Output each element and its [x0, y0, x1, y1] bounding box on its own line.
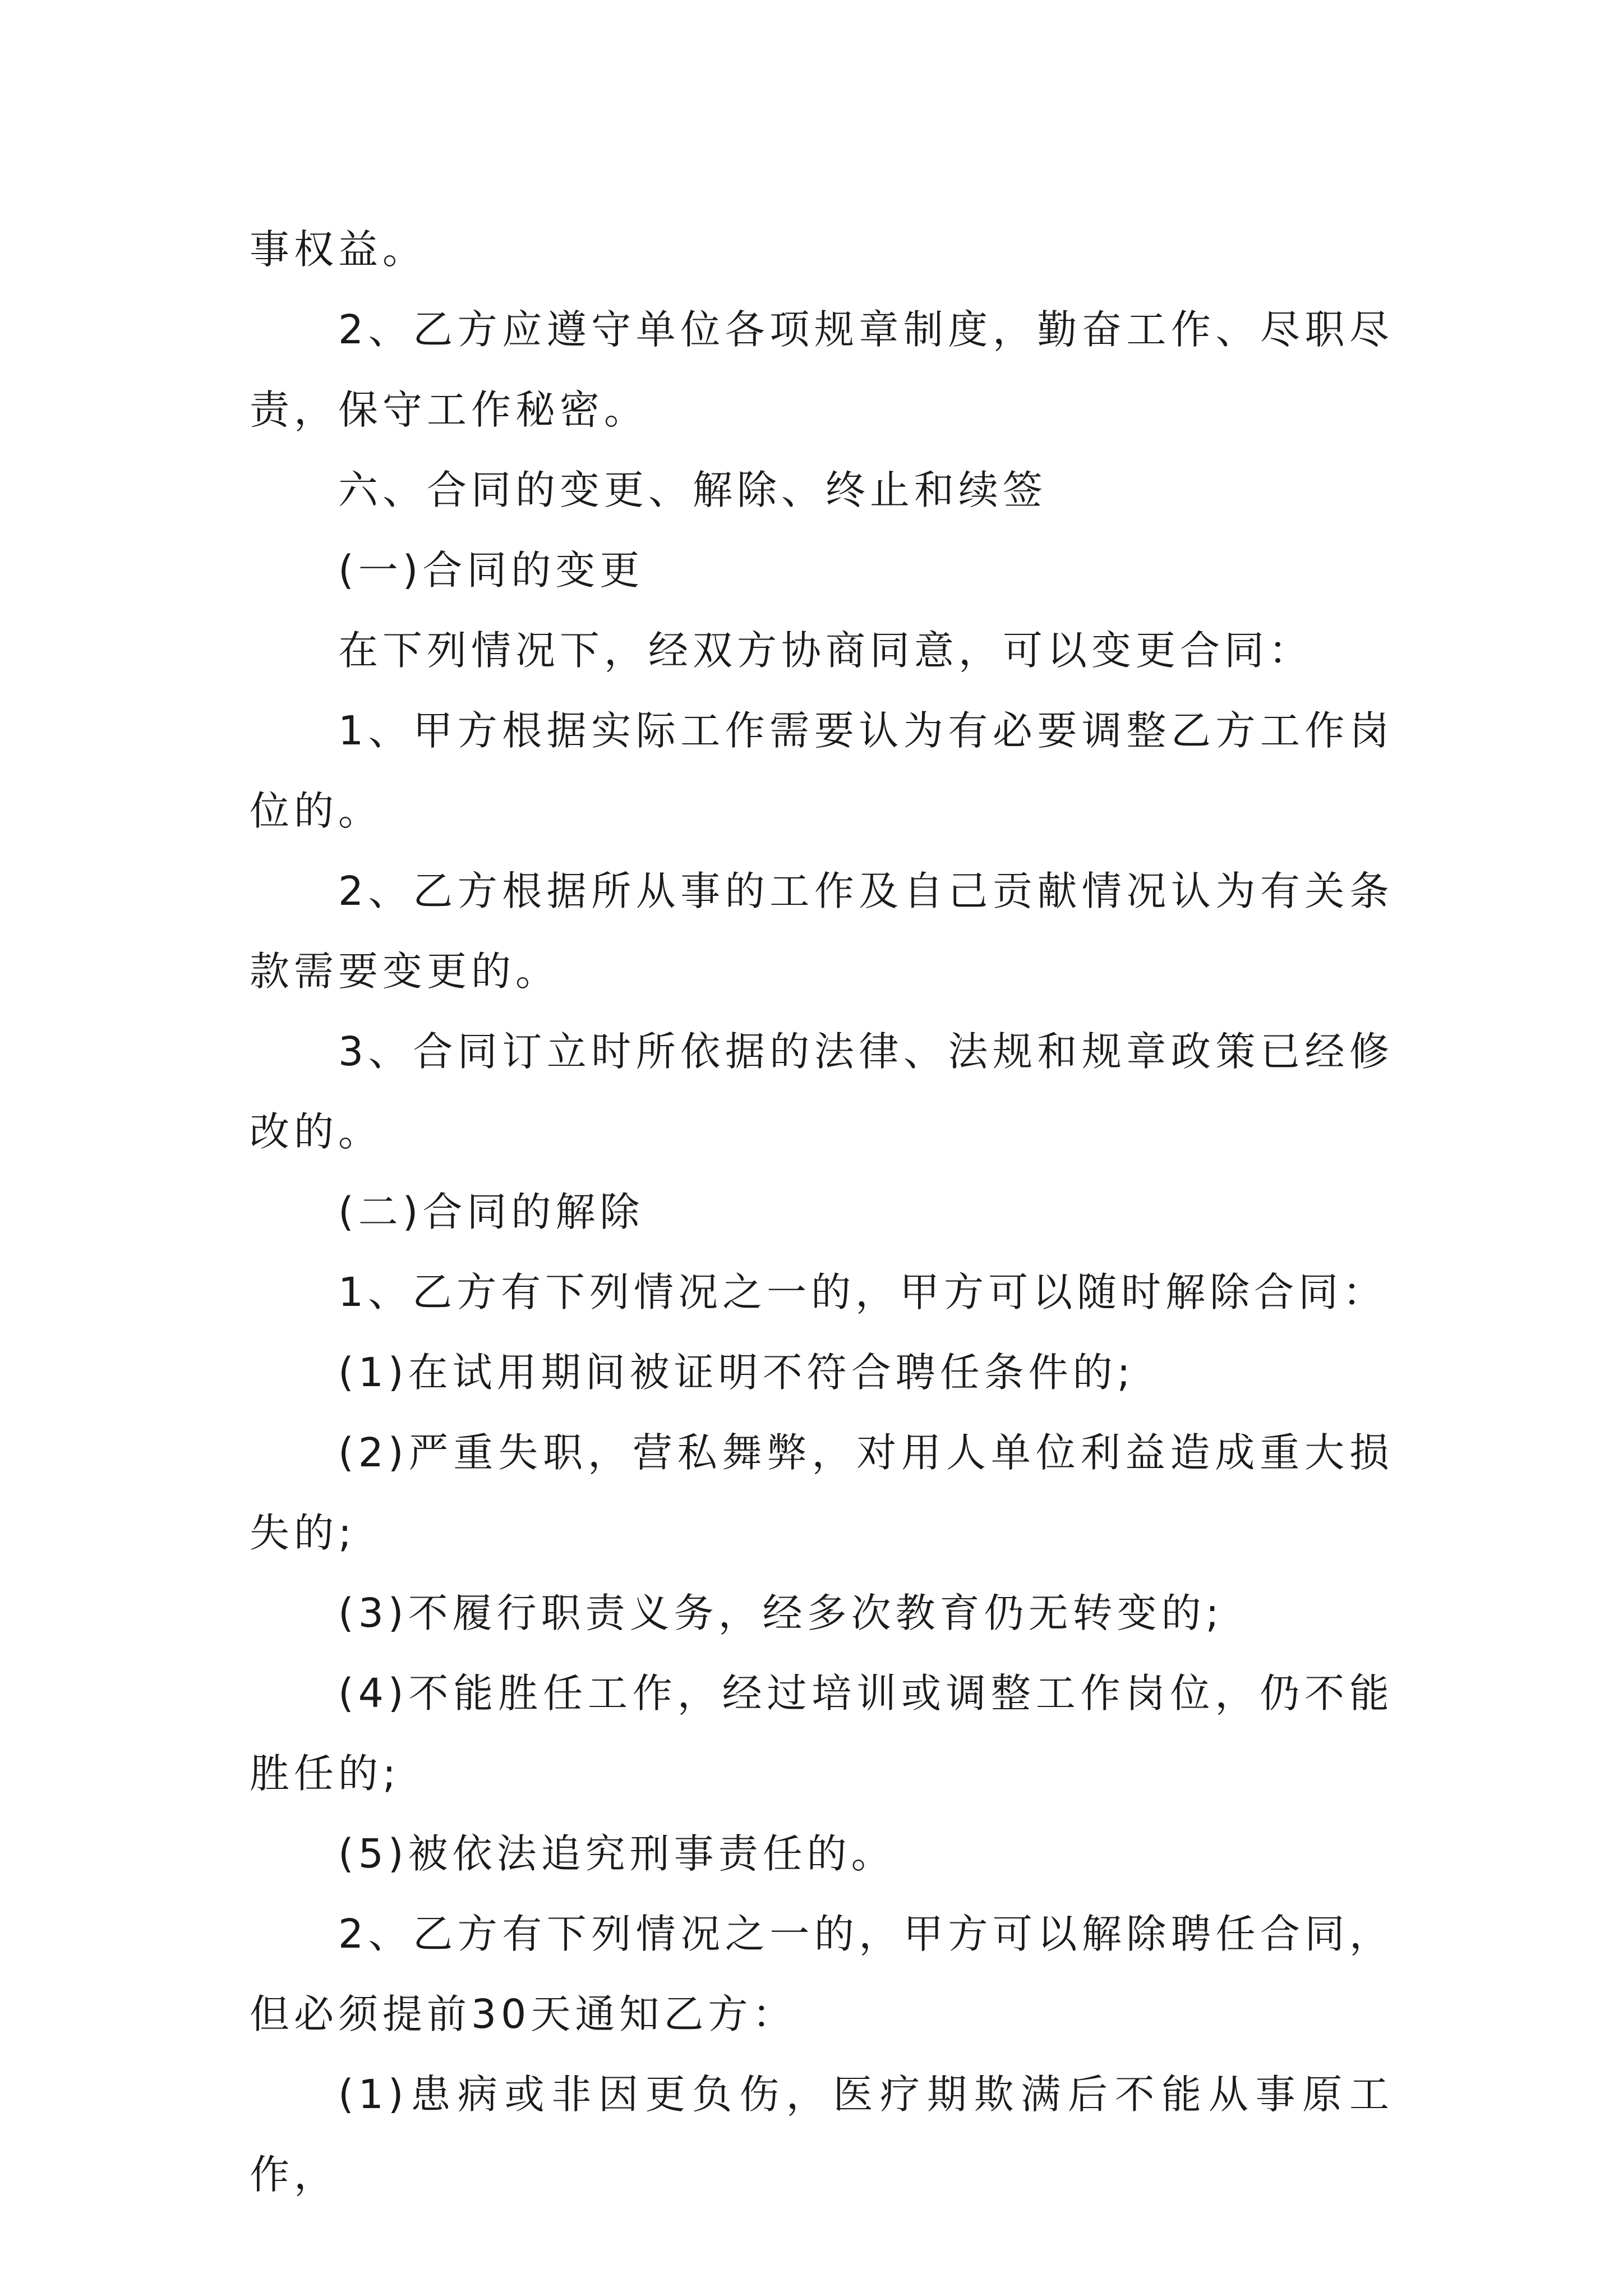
list-item: (3)不履行职责义务，经多次教育仍无转变的;	[338, 1590, 1224, 1636]
subsection-heading: (一)合同的变更	[338, 547, 644, 593]
list-item: (5)被依法追究刑事责任的。	[338, 1830, 896, 1877]
paragraph: 2、乙方应遵守单位各项规章制度，勤奋工作、尽职尽责，保守工作秘密。	[250, 306, 1394, 433]
paragraph: 1、乙方有下列情况之一的，甲方可以随时解除合同：	[338, 1269, 1387, 1315]
paragraph: 2、乙方有下列情况之一的，甲方可以解除聘任合同，但必须提前30天通知乙方：	[250, 1911, 1394, 2037]
paragraph: 在下列情况下，经双方协商同意，可以变更合同：	[338, 627, 1313, 674]
document-body	[250, 209, 1394, 2215]
subsection-heading: (二)合同的解除	[338, 1189, 644, 1235]
list-item: (4)不能胜任工作，经过培训或调整工作岗位，仍不能胜任的;	[250, 1670, 1394, 1797]
paragraph: 2、乙方根据所从事的工作及自己贡献情况认为有关条款需要变更的。	[250, 868, 1394, 995]
paragraph: 3、合同订立时所依据的法律、法规和规章政策已经修改的。	[250, 1028, 1394, 1155]
list-item: (1)在试用期间被证明不符合聘任条件的;	[338, 1349, 1135, 1396]
paragraph: 1、甲方根据实际工作需要认为有必要调整乙方工作岗位的。	[250, 707, 1394, 834]
list-item: (1)患病或非因更负伤，医疗期欺满后不能从事原工作，	[250, 2071, 1394, 2198]
section-heading: 六、合同的变更、解除、终止和续签	[338, 467, 1048, 513]
paragraph-continuation: 事权益。	[250, 226, 427, 273]
list-item: (2)严重失职，营私舞弊，对用人单位利益造成重大损失的;	[250, 1429, 1394, 1556]
